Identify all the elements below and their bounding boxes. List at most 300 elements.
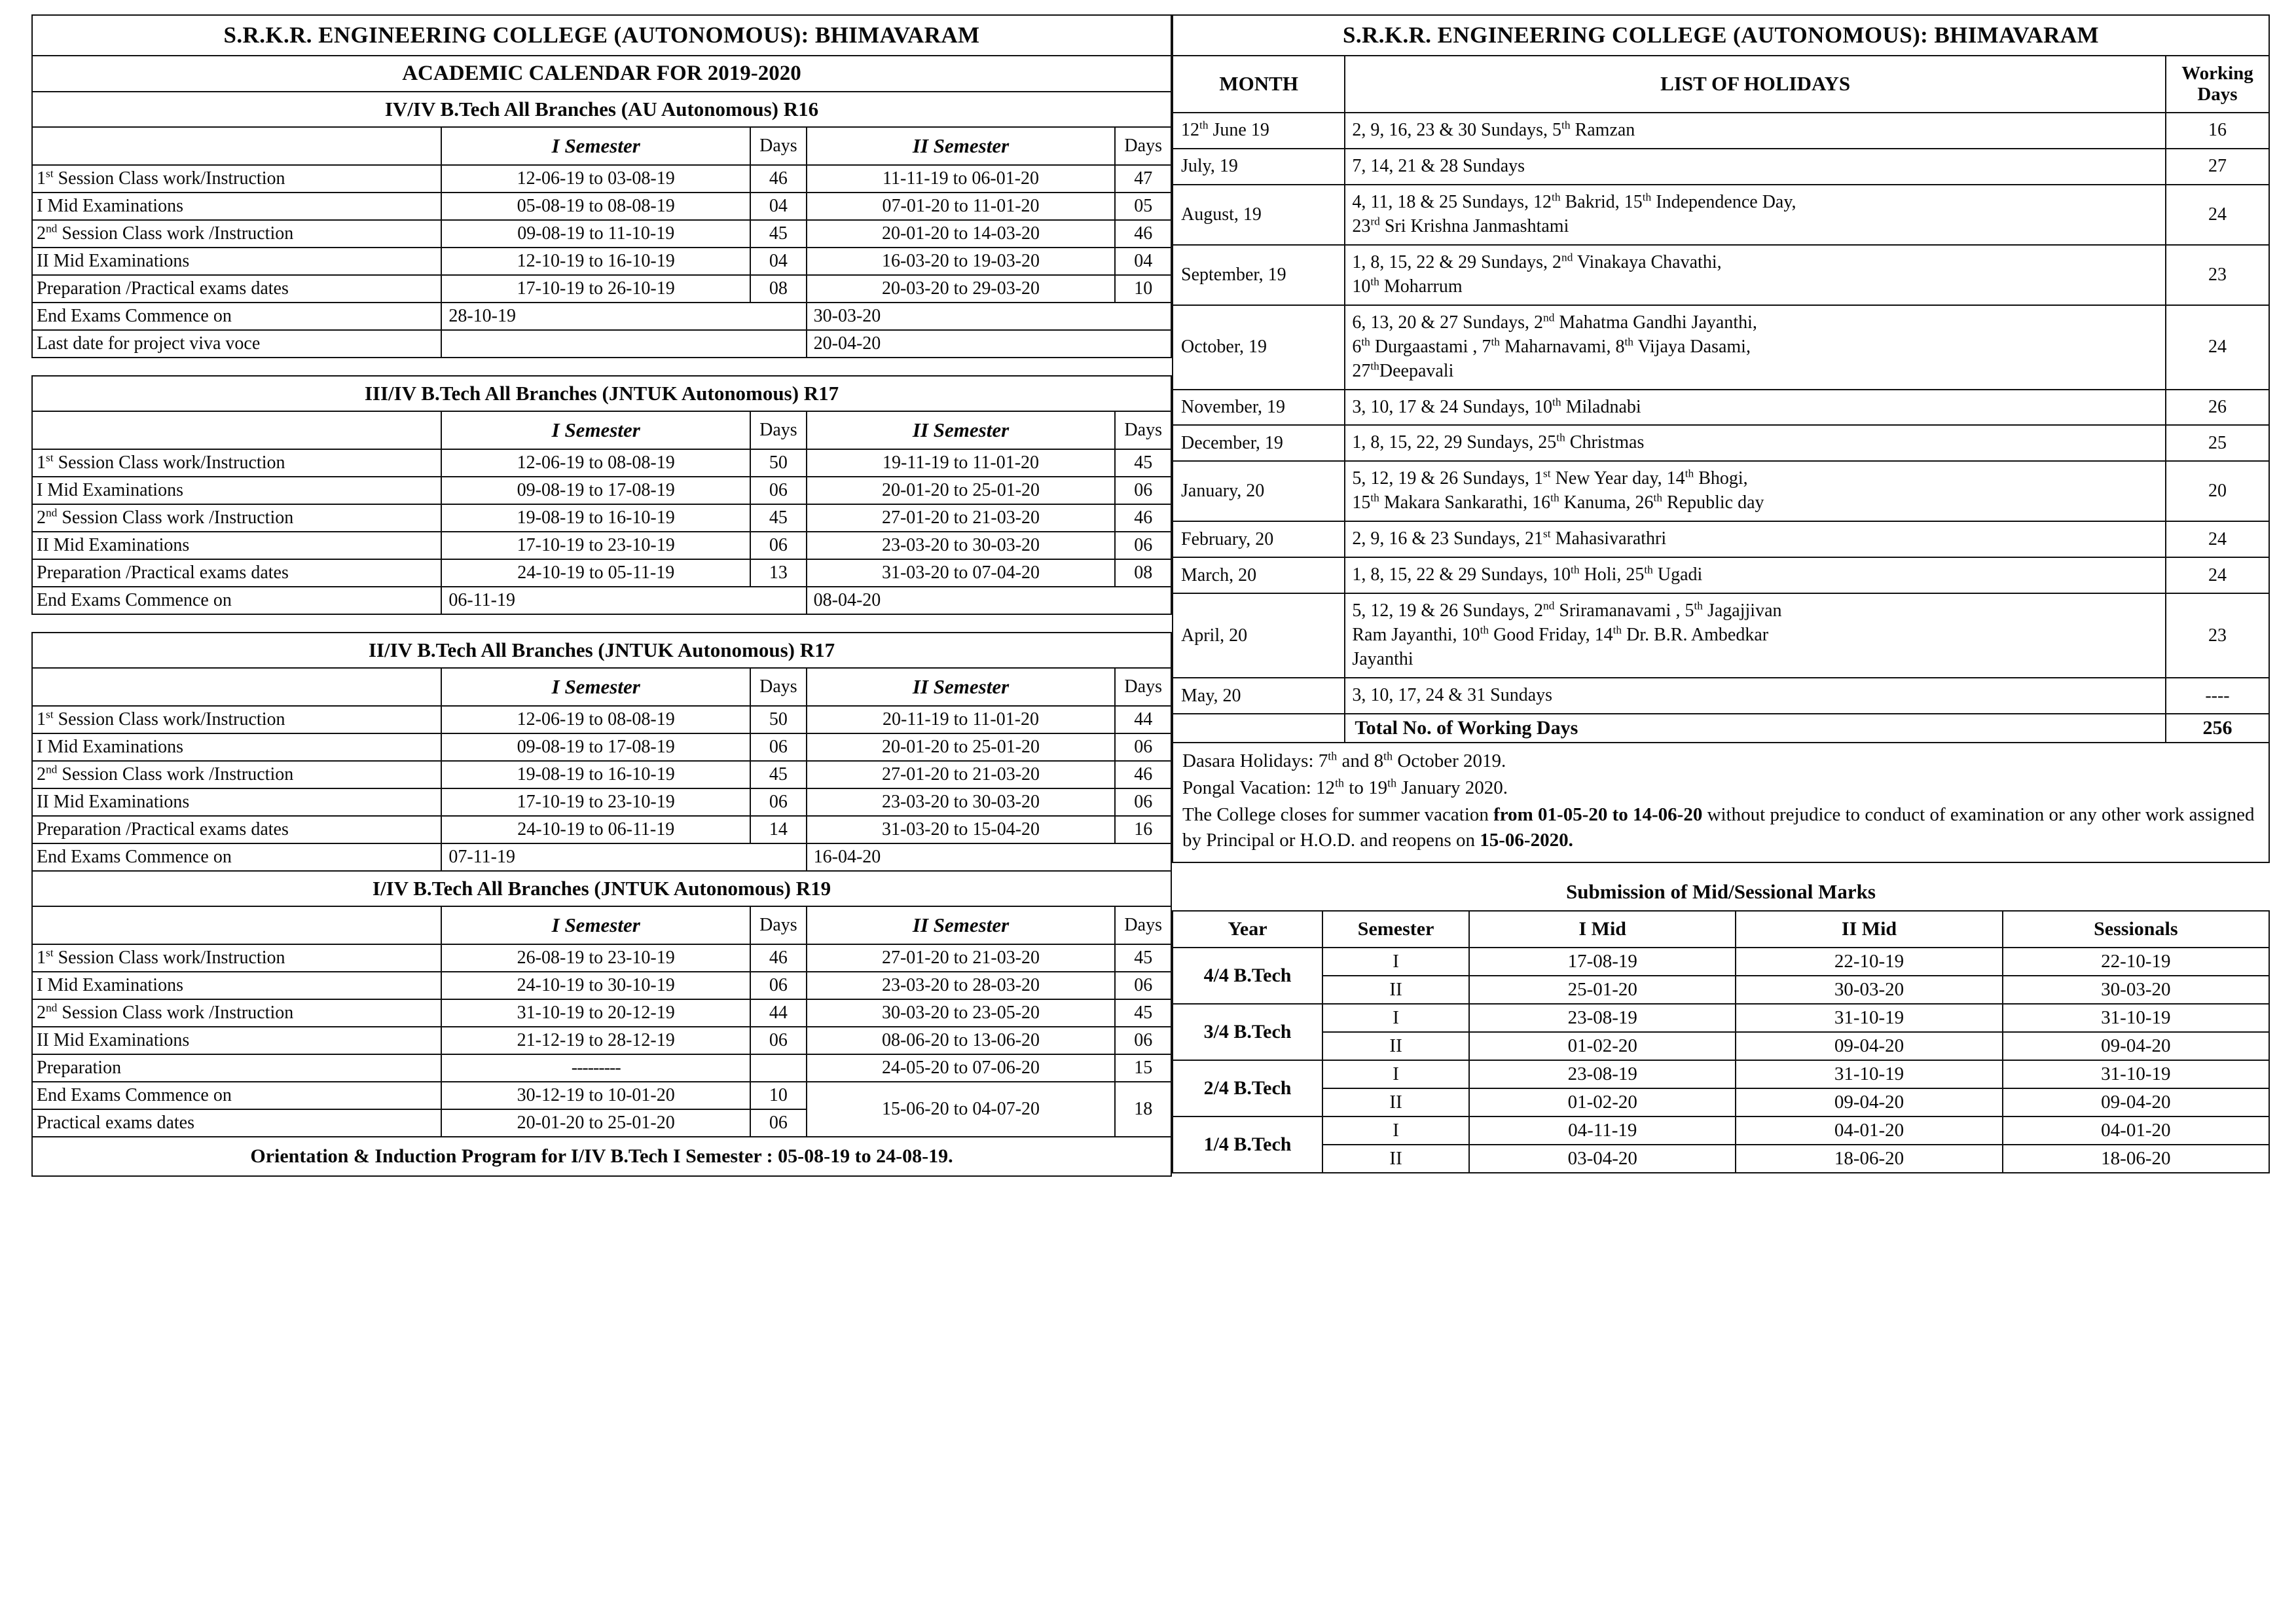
holiday-row bbox=[1173, 557, 2269, 593]
table-row bbox=[32, 330, 1171, 358]
column-header-row bbox=[32, 906, 1171, 944]
cell-sem1-dashes: --------- bbox=[441, 1054, 750, 1082]
cell-sem2-days: 10 bbox=[1115, 275, 1171, 303]
cell-sem1-days bbox=[750, 1054, 807, 1082]
cell-sem2-days: 06 bbox=[1115, 532, 1171, 559]
cell-ii-mid: 04-01-20 bbox=[1736, 1116, 2002, 1145]
header-days-2: Days bbox=[1115, 668, 1171, 706]
table-row bbox=[32, 587, 1171, 614]
header-days-1: Days bbox=[750, 668, 807, 706]
cell-sem2-dates: 20-11-19 to 11-01-20 bbox=[807, 706, 1116, 733]
spacer-cell bbox=[32, 668, 441, 706]
cell-sem2-dates: 27-01-20 to 21-03-20 bbox=[807, 504, 1116, 532]
cell-i-mid: 01-02-20 bbox=[1469, 1088, 1736, 1116]
cell-year: 4/4 B.Tech bbox=[1173, 948, 1322, 1004]
table-iii-iv-wrapper bbox=[31, 375, 1172, 615]
table-row bbox=[32, 504, 1171, 532]
holiday-row bbox=[1173, 185, 2269, 245]
cell-sem2-dates: 23-03-20 to 30-03-20 bbox=[807, 788, 1116, 816]
cell-sem1-dates: 07-11-19 bbox=[441, 843, 806, 871]
marks-row bbox=[1173, 1145, 2269, 1173]
row-label: 2nd Session Class work /Instruction bbox=[32, 761, 441, 788]
cell-working-days: 24 bbox=[2166, 185, 2269, 245]
cell-holiday-list: 3, 10, 17 & 24 Sundays, 10th Miladnabi bbox=[1345, 390, 2166, 426]
cell-holiday-list: 2, 9, 16, 23 & 30 Sundays, 5th Ramzan bbox=[1345, 113, 2166, 149]
cell-sem1-dates: 24-10-19 to 06-11-19 bbox=[441, 816, 750, 843]
cell-sem1-days: 08 bbox=[750, 275, 807, 303]
row-label: Preparation /Practical exams dates bbox=[32, 816, 441, 843]
table-row bbox=[32, 275, 1171, 303]
row-label: End Exams Commence on bbox=[32, 587, 441, 614]
table-submission-marks bbox=[1172, 910, 2270, 1173]
group-heading-row bbox=[32, 633, 1171, 668]
cell-sem1-days: 06 bbox=[750, 1109, 807, 1137]
cell-holiday-list: 2, 9, 16 & 23 Sundays, 21st Mahasivarathri bbox=[1345, 521, 2166, 557]
group-heading: IV/IV B.Tech All Branches (AU Autonomous) R16 bbox=[32, 92, 1171, 127]
cell-month: August, 19 bbox=[1173, 185, 1345, 245]
cell-working-days: 25 bbox=[2166, 425, 2269, 461]
table-iv-iv bbox=[31, 14, 1172, 358]
rows-i-iv bbox=[32, 871, 1171, 1137]
cell-sem1-days: 46 bbox=[750, 165, 807, 193]
cell-year: 1/4 B.Tech bbox=[1173, 1116, 1322, 1173]
cell-sem1-days: 06 bbox=[750, 788, 807, 816]
cell-sem1-days: 44 bbox=[750, 999, 807, 1027]
cell-working-days: ---- bbox=[2166, 678, 2269, 714]
cell-sem2-merged-days: 18 bbox=[1115, 1082, 1171, 1137]
table-row bbox=[32, 477, 1171, 504]
row-label: Preparation /Practical exams dates bbox=[32, 559, 441, 587]
cell-month: 12th June 19 bbox=[1173, 113, 1345, 149]
cell-semester: I bbox=[1322, 948, 1469, 976]
cell-sem1-days: 50 bbox=[750, 449, 807, 477]
table-row bbox=[32, 1027, 1171, 1054]
table-row bbox=[32, 788, 1171, 816]
cell-year: 2/4 B.Tech bbox=[1173, 1060, 1322, 1116]
header-working-line1: Working bbox=[2181, 63, 2253, 84]
row-label: I Mid Examinations bbox=[32, 972, 441, 999]
cell-working-days: 24 bbox=[2166, 557, 2269, 593]
note-pongal bbox=[1182, 775, 2259, 801]
row-label: II Mid Examinations bbox=[32, 532, 441, 559]
cell-sem1-dates: 30-12-19 to 10-01-20 bbox=[441, 1082, 750, 1109]
cell-working-days: 24 bbox=[2166, 305, 2269, 390]
cell-sem2-days: 46 bbox=[1115, 761, 1171, 788]
cell-holiday-list: 5, 12, 19 & 26 Sundays, 1st New Year day, 14th Bhogi, 15th Makara Sankarathi, 16th Kanuma, 26th Republic day bbox=[1345, 461, 2166, 521]
column-header-row bbox=[32, 411, 1171, 449]
cell-sem2-days: 45 bbox=[1115, 449, 1171, 477]
cell-sem1-dates: 06-11-19 bbox=[441, 587, 806, 614]
note-summer-vacation bbox=[1182, 802, 2259, 853]
cell-sem1-dates: 09-08-19 to 17-08-19 bbox=[441, 477, 750, 504]
cell-semester: II bbox=[1322, 1088, 1469, 1116]
cell-sem2-dates: 08-06-20 to 13-06-20 bbox=[807, 1027, 1116, 1054]
cell-sem2-days: 46 bbox=[1115, 504, 1171, 532]
holidays-rows bbox=[1173, 113, 2269, 714]
group-heading-row bbox=[32, 376, 1171, 411]
table-row bbox=[32, 944, 1171, 972]
cell-sem1-dates: 21-12-19 to 28-12-19 bbox=[441, 1027, 750, 1054]
cell-sessionals: 22-10-19 bbox=[2003, 948, 2269, 976]
row-label: Preparation /Practical exams dates bbox=[32, 275, 441, 303]
cell-i-mid: 04-11-19 bbox=[1469, 1116, 1736, 1145]
rows-iii-iv bbox=[32, 449, 1171, 614]
table-ii-iv-wrapper bbox=[31, 632, 1172, 1177]
group-heading: III/IV B.Tech All Branches (JNTUK Autonomous) R17 bbox=[32, 376, 1171, 411]
cell-sem1-dates: 17-10-19 to 23-10-19 bbox=[441, 788, 750, 816]
cell-month: December, 19 bbox=[1173, 425, 1345, 461]
cell-sem1-dates: 17-10-19 to 23-10-19 bbox=[441, 532, 750, 559]
cell-sem1-dates: 09-08-19 to 17-08-19 bbox=[441, 733, 750, 761]
cell-sem2-days: 08 bbox=[1115, 559, 1171, 587]
group-heading: II/IV B.Tech All Branches (JNTUK Autonomous) R17 bbox=[32, 633, 1171, 668]
cell-sem1-dates: 12-06-19 to 03-08-19 bbox=[441, 165, 750, 193]
pongal-mid: to 19 bbox=[1344, 777, 1388, 798]
header-days-1: Days bbox=[750, 127, 807, 165]
cell-sem2-dates: 08-04-20 bbox=[807, 587, 1171, 614]
cell-ii-mid: 31-10-19 bbox=[1736, 1004, 2002, 1032]
marks-row bbox=[1173, 948, 2269, 976]
summer-text-2: without prejudice to conduct of examination or any other work assigned by Principal or H.O.D. and reopens on bbox=[1182, 803, 2255, 851]
summer-dates: from 01-05-20 to 14-06-20 bbox=[1493, 803, 1703, 825]
cell-sem2-days: 46 bbox=[1115, 220, 1171, 248]
cell-holiday-list: 1, 8, 15, 22, 29 Sundays, 25th Christmas bbox=[1345, 425, 2166, 461]
cell-sessionals: 18-06-20 bbox=[2003, 1145, 2269, 1173]
cell-i-mid: 03-04-20 bbox=[1469, 1145, 1736, 1173]
row-label: 1st Session Class work/Instruction bbox=[32, 944, 441, 972]
cell-semester: II bbox=[1322, 1145, 1469, 1173]
cell-sem1-dates: 28-10-19 bbox=[441, 303, 806, 330]
header-days-1: Days bbox=[750, 906, 807, 944]
right-column bbox=[1172, 0, 2296, 1624]
cell-sem2-dates: 16-04-20 bbox=[807, 843, 1171, 871]
table-row bbox=[32, 165, 1171, 193]
table-row bbox=[32, 559, 1171, 587]
cell-semester: II bbox=[1322, 976, 1469, 1004]
holiday-row bbox=[1173, 149, 2269, 185]
dasara-sup-1: th bbox=[1328, 749, 1338, 763]
holiday-row bbox=[1173, 390, 2269, 426]
dasara-post: October 2019. bbox=[1393, 750, 1506, 772]
table-row bbox=[32, 843, 1171, 871]
cell-semester: II bbox=[1322, 1032, 1469, 1060]
header-semester: Semester bbox=[1322, 911, 1469, 948]
cell-month: February, 20 bbox=[1173, 521, 1345, 557]
cell-sem2-dates: 23-03-20 to 28-03-20 bbox=[807, 972, 1116, 999]
row-label: I Mid Examinations bbox=[32, 193, 441, 220]
holiday-row bbox=[1173, 305, 2269, 390]
cell-i-mid: 23-08-19 bbox=[1469, 1060, 1736, 1088]
table-holidays bbox=[1172, 14, 2270, 743]
header-i-semester: I Semester bbox=[441, 668, 750, 706]
cell-holiday-list: 5, 12, 19 & 26 Sundays, 2nd Sriramanavami , 5th Jagajjivan Ram Jayanthi, 10th Good Friday, 14th Dr. B.R. Ambedkar Jayanthi bbox=[1345, 593, 2166, 678]
dasara-pre: Dasara Holidays: 7 bbox=[1182, 750, 1328, 772]
cell-sem1-days: 10 bbox=[750, 1082, 807, 1109]
cell-sem1-days: 46 bbox=[750, 944, 807, 972]
cell-sem2-dates: 31-03-20 to 15-04-20 bbox=[807, 816, 1116, 843]
cell-semester: I bbox=[1322, 1004, 1469, 1032]
cell-sem1-dates: 12-10-19 to 16-10-19 bbox=[441, 248, 750, 275]
row-label: 1st Session Class work/Instruction bbox=[32, 449, 441, 477]
cell-sem1-dates: 17-10-19 to 26-10-19 bbox=[441, 275, 750, 303]
table-row bbox=[32, 532, 1171, 559]
cell-month: May, 20 bbox=[1173, 678, 1345, 714]
cell-sem2-dates: 20-01-20 to 14-03-20 bbox=[807, 220, 1116, 248]
total-empty-cell bbox=[1173, 714, 1345, 743]
holiday-row bbox=[1173, 593, 2269, 678]
cell-sessionals: 09-04-20 bbox=[2003, 1088, 2269, 1116]
marks-table-title: Submission of Mid/Sessional Marks bbox=[1566, 880, 1876, 904]
table-row bbox=[32, 193, 1171, 220]
table-row bbox=[32, 220, 1171, 248]
cell-sem2-days: 44 bbox=[1115, 706, 1171, 733]
cell-sem1-days: 13 bbox=[750, 559, 807, 587]
header-year: Year bbox=[1173, 911, 1322, 948]
table-row bbox=[32, 706, 1171, 733]
cell-month: April, 20 bbox=[1173, 593, 1345, 678]
table-row-end-exams bbox=[32, 1082, 1171, 1109]
cell-sem2-merged-dates: 15-06-20 to 04-07-20 bbox=[807, 1082, 1116, 1137]
cell-sem1-days: 06 bbox=[750, 477, 807, 504]
row-label: I Mid Examinations bbox=[32, 477, 441, 504]
cell-holiday-list: 1, 8, 15, 22 & 29 Sundays, 10th Holi, 25th Ugadi bbox=[1345, 557, 2166, 593]
header-ii-semester: II Semester bbox=[807, 906, 1116, 944]
table-row bbox=[32, 449, 1171, 477]
table-row bbox=[32, 303, 1171, 330]
orientation-note: Orientation & Induction Program for I/IV B.Tech I Semester : 05-08-19 to 24-08-19. bbox=[32, 1137, 1171, 1176]
header-i-semester: I Semester bbox=[441, 906, 750, 944]
cell-sem2-dates: 30-03-20 bbox=[807, 303, 1171, 330]
cell-i-mid: 17-08-19 bbox=[1469, 948, 1736, 976]
cell-sem2-dates: 20-01-20 to 25-01-20 bbox=[807, 477, 1116, 504]
cell-sessionals: 30-03-20 bbox=[2003, 976, 2269, 1004]
header-i-semester: I Semester bbox=[441, 127, 750, 165]
note-dasara bbox=[1182, 748, 2259, 774]
cell-ii-mid: 22-10-19 bbox=[1736, 948, 2002, 976]
cell-sem1-dates: 26-08-19 to 23-10-19 bbox=[441, 944, 750, 972]
holidays-header-row bbox=[1173, 56, 2269, 113]
cell-working-days: 27 bbox=[2166, 149, 2269, 185]
table-iii-iv bbox=[31, 375, 1172, 615]
group-heading-row bbox=[32, 92, 1171, 127]
cell-sem1-dates: 05-08-19 to 08-08-19 bbox=[441, 193, 750, 220]
table-row bbox=[32, 733, 1171, 761]
header-working-days bbox=[2166, 56, 2269, 113]
calendar-title: ACADEMIC CALENDAR FOR 2019-2020 bbox=[32, 56, 1171, 92]
cell-sem1-dates: 19-08-19 to 16-10-19 bbox=[441, 504, 750, 532]
cell-sem2-days: 47 bbox=[1115, 165, 1171, 193]
cell-sem2-days: 15 bbox=[1115, 1054, 1171, 1082]
cell-sem1-dates: 19-08-19 to 16-10-19 bbox=[441, 761, 750, 788]
notes-block bbox=[1172, 743, 2270, 863]
holiday-row bbox=[1173, 461, 2269, 521]
rows-iv-iv bbox=[32, 165, 1171, 358]
dasara-mid: and 8 bbox=[1337, 750, 1384, 772]
cell-sem2-days: 45 bbox=[1115, 944, 1171, 972]
holiday-row bbox=[1173, 521, 2269, 557]
pongal-pre: Pongal Vacation: 12 bbox=[1182, 777, 1336, 798]
cell-working-days: 23 bbox=[2166, 245, 2269, 305]
cell-sem2-days: 06 bbox=[1115, 733, 1171, 761]
marks-row bbox=[1173, 976, 2269, 1004]
marks-row bbox=[1173, 1116, 2269, 1145]
header-days-2: Days bbox=[1115, 411, 1171, 449]
cell-holiday-list: 7, 14, 21 & 28 Sundays bbox=[1345, 149, 2166, 185]
row-label: 2nd Session Class work /Instruction bbox=[32, 504, 441, 532]
header-ii-semester: II Semester bbox=[807, 127, 1116, 165]
total-value: 256 bbox=[2166, 714, 2269, 743]
cell-sem1-days: 45 bbox=[750, 220, 807, 248]
row-label: End Exams Commence on bbox=[32, 843, 441, 871]
row-label: End Exams Commence on bbox=[32, 303, 441, 330]
cell-working-days: 26 bbox=[2166, 390, 2269, 426]
row-label: II Mid Examinations bbox=[32, 248, 441, 275]
cell-sem2-days: 45 bbox=[1115, 999, 1171, 1027]
cell-sem2-dates: 20-04-20 bbox=[807, 330, 1171, 358]
rows-ii-iv bbox=[32, 706, 1171, 871]
cell-sem1-dates: 09-08-19 to 11-10-19 bbox=[441, 220, 750, 248]
cell-sem1-days: 06 bbox=[750, 972, 807, 999]
row-label: Last date for project viva voce bbox=[32, 330, 441, 358]
cell-sem1-dates bbox=[441, 330, 806, 358]
cell-semester: I bbox=[1322, 1116, 1469, 1145]
cell-i-mid: 01-02-20 bbox=[1469, 1032, 1736, 1060]
cell-year: 3/4 B.Tech bbox=[1173, 1004, 1322, 1060]
header-ii-semester: II Semester bbox=[807, 411, 1116, 449]
header-days-1: Days bbox=[750, 411, 807, 449]
row-label: 1st Session Class work/Instruction bbox=[32, 706, 441, 733]
total-working-days-row bbox=[1173, 714, 2269, 743]
cell-working-days: 24 bbox=[2166, 521, 2269, 557]
cell-holiday-list: 6, 13, 20 & 27 Sundays, 2nd Mahatma Gandhi Jayanthi, 6th Durgaastami , 7th Maharnavami, 8th Vijaya Dasami, 27thDeepavali bbox=[1345, 305, 2166, 390]
cell-sem1-days: 14 bbox=[750, 816, 807, 843]
cell-sessionals: 09-04-20 bbox=[2003, 1032, 2269, 1060]
cell-sem1-dates: 31-10-19 to 20-12-19 bbox=[441, 999, 750, 1027]
table-row-preparation bbox=[32, 1054, 1171, 1082]
cell-sessionals: 31-10-19 bbox=[2003, 1004, 2269, 1032]
marks-row bbox=[1173, 1004, 2269, 1032]
cell-sem1-days: 06 bbox=[750, 532, 807, 559]
summer-reopen-date: 15-06-2020. bbox=[1480, 829, 1573, 851]
cell-sem2-days: 05 bbox=[1115, 193, 1171, 220]
cell-i-mid: 23-08-19 bbox=[1469, 1004, 1736, 1032]
cell-holiday-list: 1, 8, 15, 22 & 29 Sundays, 2nd Vinakaya Chavathi, 10th Moharrum bbox=[1345, 245, 2166, 305]
pongal-sup-2: th bbox=[1387, 776, 1397, 790]
column-header-row bbox=[32, 668, 1171, 706]
cell-sem1-dates: 24-10-19 to 05-11-19 bbox=[441, 559, 750, 587]
header-list-of-holidays: LIST OF HOLIDAYS bbox=[1345, 56, 2166, 113]
college-name: S.R.K.R. ENGINEERING COLLEGE (AUTONOMOUS): BHIMAVARAM bbox=[1173, 15, 2269, 56]
cell-month: July, 19 bbox=[1173, 149, 1345, 185]
marks-rows bbox=[1173, 948, 2269, 1173]
header-month: MONTH bbox=[1173, 56, 1345, 113]
table-iv-iv-wrapper bbox=[31, 14, 1172, 358]
cell-sessionals: 04-01-20 bbox=[2003, 1116, 2269, 1145]
row-label: End Exams Commence on bbox=[32, 1082, 441, 1109]
college-name: S.R.K.R. ENGINEERING COLLEGE (AUTONOMOUS): BHIMAVARAM bbox=[32, 15, 1171, 56]
row-label: 2nd Session Class work /Instruction bbox=[32, 220, 441, 248]
cell-working-days: 16 bbox=[2166, 113, 2269, 149]
table-row bbox=[32, 999, 1171, 1027]
cell-sem2-days: 16 bbox=[1115, 816, 1171, 843]
cell-sem2-dates: 27-01-20 to 21-03-20 bbox=[807, 761, 1116, 788]
cell-sem2-dates: 24-05-20 to 07-06-20 bbox=[807, 1054, 1116, 1082]
cell-sem1-days: 50 bbox=[750, 706, 807, 733]
cell-ii-mid: 30-03-20 bbox=[1736, 976, 2002, 1004]
marks-header-row bbox=[1173, 911, 2269, 948]
cell-month: October, 19 bbox=[1173, 305, 1345, 390]
cell-sem1-dates: 12-06-19 to 08-08-19 bbox=[441, 706, 750, 733]
cell-sessionals: 31-10-19 bbox=[2003, 1060, 2269, 1088]
cell-sem2-dates: 07-01-20 to 11-01-20 bbox=[807, 193, 1116, 220]
cell-sem2-days: 06 bbox=[1115, 788, 1171, 816]
cell-month: January, 20 bbox=[1173, 461, 1345, 521]
table-row bbox=[32, 816, 1171, 843]
orientation-row bbox=[32, 1137, 1171, 1176]
cell-sem2-days: 04 bbox=[1115, 248, 1171, 275]
group-heading-row bbox=[32, 871, 1171, 906]
cell-month: September, 19 bbox=[1173, 245, 1345, 305]
cell-ii-mid: 18-06-20 bbox=[1736, 1145, 2002, 1173]
header-i-mid: I Mid bbox=[1469, 911, 1736, 948]
header-sessionals: Sessionals bbox=[2003, 911, 2269, 948]
cell-sem2-days: 06 bbox=[1115, 1027, 1171, 1054]
pongal-sup-1: th bbox=[1335, 776, 1345, 790]
header-days-2: Days bbox=[1115, 127, 1171, 165]
group-heading: I/IV B.Tech All Branches (JNTUK Autonomous) R19 bbox=[32, 871, 1171, 906]
marks-row bbox=[1173, 1088, 2269, 1116]
row-label: II Mid Examinations bbox=[32, 1027, 441, 1054]
cell-working-days: 20 bbox=[2166, 461, 2269, 521]
total-label: Total No. of Working Days bbox=[1345, 714, 2166, 743]
cell-sem2-dates: 27-01-20 to 21-03-20 bbox=[807, 944, 1116, 972]
cell-sem2-dates: 30-03-20 to 23-05-20 bbox=[807, 999, 1116, 1027]
cell-month: November, 19 bbox=[1173, 390, 1345, 426]
holiday-row bbox=[1173, 425, 2269, 461]
holiday-row bbox=[1173, 113, 2269, 149]
cell-semester: I bbox=[1322, 1060, 1469, 1088]
row-label: 2nd Session Class work /Instruction bbox=[32, 999, 441, 1027]
marks-row bbox=[1173, 1032, 2269, 1060]
cell-holiday-list: 3, 10, 17, 24 & 31 Sundays bbox=[1345, 678, 2166, 714]
holiday-row bbox=[1173, 678, 2269, 714]
cell-ii-mid: 09-04-20 bbox=[1736, 1032, 2002, 1060]
pongal-post: January 2020. bbox=[1396, 777, 1508, 798]
row-label: Practical exams dates bbox=[32, 1109, 441, 1137]
cell-sem1-days: 04 bbox=[750, 248, 807, 275]
spacer-cell bbox=[32, 906, 441, 944]
cell-sem2-days: 06 bbox=[1115, 972, 1171, 999]
cell-i-mid: 25-01-20 bbox=[1469, 976, 1736, 1004]
cell-sem1-days: 06 bbox=[750, 1027, 807, 1054]
row-label: II Mid Examinations bbox=[32, 788, 441, 816]
header-ii-semester: II Semester bbox=[807, 668, 1116, 706]
table-ii-iv bbox=[31, 632, 1172, 1177]
cell-working-days: 23 bbox=[2166, 593, 2269, 678]
header-working-line2: Days bbox=[2197, 84, 2238, 105]
cell-sem1-dates: 20-01-20 to 25-01-20 bbox=[441, 1109, 750, 1137]
cell-month: March, 20 bbox=[1173, 557, 1345, 593]
dasara-sup-2: th bbox=[1383, 749, 1393, 763]
cell-sem2-dates: 31-03-20 to 07-04-20 bbox=[807, 559, 1116, 587]
cell-sem2-dates: 20-03-20 to 29-03-20 bbox=[807, 275, 1116, 303]
cell-sem2-days: 06 bbox=[1115, 477, 1171, 504]
calendar-title-row bbox=[32, 56, 1171, 92]
spacer-cell bbox=[32, 411, 441, 449]
cell-sem1-dates: 12-06-19 to 08-08-19 bbox=[441, 449, 750, 477]
cell-sem1-days: 06 bbox=[750, 733, 807, 761]
header-i-semester: I Semester bbox=[441, 411, 750, 449]
